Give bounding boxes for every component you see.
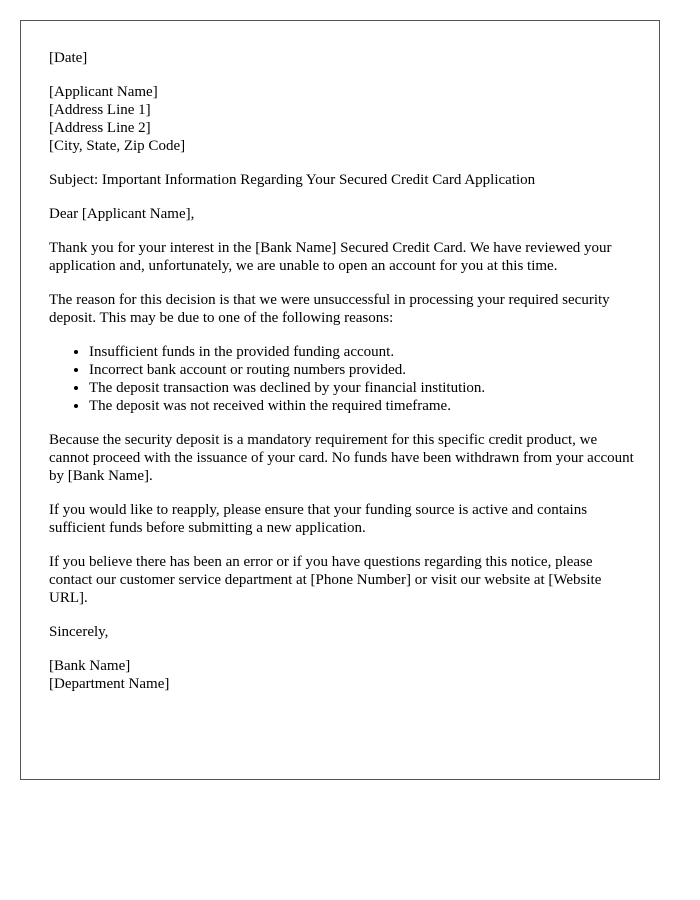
paragraph-reapply: If you would like to reapply, please ensure that your funding source is active and contains sufficient funds before submitting a new application.	[49, 502, 588, 536]
paragraph-mandatory: Because the security deposit is a mandatory requirement for this specific credit product, we cannot proceed with the issuance of your card. No funds have been withdrawn from your account by [Bank Name].	[49, 432, 634, 484]
signature-bank-name: [Bank Name]	[49, 658, 131, 674]
letter-subject: Subject: Important Information Regarding Your Secured Credit Card Application	[49, 172, 536, 188]
recipient-address-block	[49, 83, 639, 155]
signature-block	[49, 657, 639, 693]
reasons-list	[49, 343, 639, 415]
paragraph-intro: Thank you for your interest in the [Bank Name] Secured Credit Card. We have reviewed your application and, unfortunately, we are unable to open an account for you at this time.	[49, 240, 612, 274]
letter-date: [Date]	[49, 50, 88, 66]
signature-department-name: [Department Name]	[49, 676, 170, 692]
letter-page	[20, 20, 660, 780]
recipient-name: [Applicant Name]	[49, 84, 158, 100]
letter-salutation: Dear [Applicant Name],	[49, 206, 195, 222]
recipient-address-line1: [Address Line 1]	[49, 102, 151, 118]
letter-closing: Sincerely,	[49, 624, 109, 640]
reason-item: • Incorrect bank account or routing numbers provided.	[89, 361, 639, 379]
recipient-address-line2: [Address Line 2]	[49, 120, 151, 136]
reason-item: • The deposit was not received within the required timeframe.	[89, 397, 639, 415]
letter-content	[49, 49, 639, 709]
reason-item: • Insufficient funds in the provided funding account.	[89, 343, 639, 361]
reason-item: • The deposit transaction was declined by your financial institution.	[89, 379, 639, 397]
recipient-city-state-zip: [City, State, Zip Code]	[49, 138, 186, 154]
paragraph-reason: The reason for this decision is that we were unsuccessful in processing your required security deposit. This may be due to one of the following reasons:	[49, 292, 610, 326]
paragraph-contact: If you believe there has been an error or if you have questions regarding this notice, please contact our customer service department at [Phone Number] or visit our website at [Website URL].	[49, 554, 602, 606]
